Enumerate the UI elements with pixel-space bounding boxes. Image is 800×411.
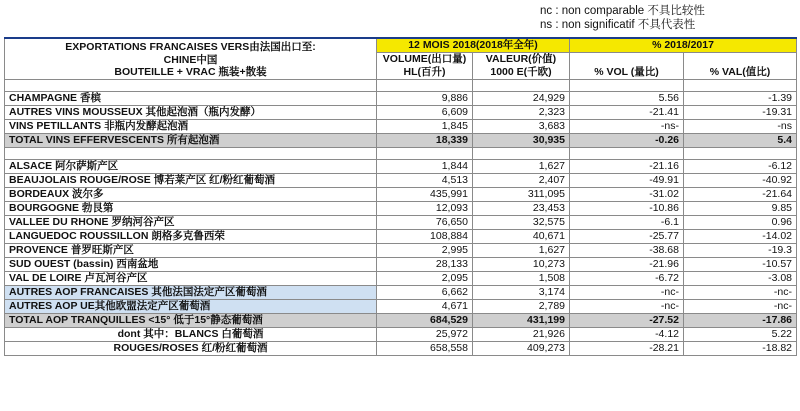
row-pct-vol: -21.16 [570,159,684,173]
row-pct-val: -14.02 [684,229,797,243]
row-volume: 12,093 [377,201,473,215]
row-pct-vol: -49.91 [570,173,684,187]
row-value: 311,095 [473,187,570,201]
total-pct-val: -17.86 [684,313,797,327]
row-pct-val: -ns [684,119,797,133]
row-pct-val: -3.08 [684,271,797,285]
row-volume: 435,991 [377,187,473,201]
total-pct-val: 5.4 [684,133,797,147]
row-value: 1,508 [473,271,570,285]
row-name: CHAMPAGNE 香槟 [5,91,377,105]
row-pct-vol: -nc- [570,285,684,299]
row-value: 1,627 [473,159,570,173]
spacer-row [5,147,797,159]
row-value: 409,273 [473,341,570,355]
table-row [5,243,797,257]
table-row [5,215,797,229]
table-row [5,187,797,201]
table-row [5,285,797,299]
title-line-3: BOUTEILLE + VRAC 瓶装+散装 [114,66,267,78]
row-pct-val: -nc- [684,299,797,313]
row-volume: 2,995 [377,243,473,257]
volume-header [377,52,473,79]
row-pct-vol: -6.1 [570,215,684,229]
row-pct-vol: -nc- [570,299,684,313]
title-line-2: CHINE中国 [163,53,218,66]
row-pct-vol: -25.77 [570,229,684,243]
row-pct-vol: -6.72 [570,271,684,285]
header-row-1 [5,38,797,52]
row-name: AUTRES AOP UE其他欧盟法定产区葡萄酒 [5,299,377,313]
row-pct-vol: -21.41 [570,105,684,119]
table-row [5,119,797,133]
row-name: ALSACE 阿尔萨斯产区 [5,159,377,173]
row-volume: 1,844 [377,159,473,173]
row-pct-val: -1.39 [684,91,797,105]
row-pct-vol: -10.86 [570,201,684,215]
volume-header-label: VOLUME(出口量) [382,53,467,65]
row-value: 2,789 [473,299,570,313]
row-name: VALLEE DU RHONE 罗纳河谷产区 [5,215,377,229]
change-header: % 2018/2017 [570,38,797,52]
row-value: 3,174 [473,285,570,299]
row-name: VINS PETILLANTS 非瓶内发酵起泡酒 [5,119,377,133]
export-table [4,37,797,356]
row-value: 3,683 [473,119,570,133]
row-name: AUTRES AOP FRANCAISES 其他法国法定产区葡萄酒 [5,285,377,299]
row-name: AUTRES VINS MOUSSEUX 其他起泡酒（瓶内发酵） [5,105,377,119]
row-pct-val: 5.22 [684,327,797,341]
row-volume: 76,650 [377,215,473,229]
row-volume: 6,662 [377,285,473,299]
total-volume: 684,529 [377,313,473,327]
row-name: BOURGOGNE 勃艮第 [5,201,377,215]
row-pct-val: -40.92 [684,173,797,187]
table-row [5,159,797,173]
total-volume: 18,339 [377,133,473,147]
table-row [5,257,797,271]
table-row [5,173,797,187]
row-pct-vol: -4.12 [570,327,684,341]
table-row [5,91,797,105]
row-value: 2,407 [473,173,570,187]
row-pct-val: -19.31 [684,105,797,119]
row-value: 32,575 [473,215,570,229]
row-pct-val: -6.12 [684,159,797,173]
row-name: ROUGES/ROSES 红/粉红葡萄酒 [5,341,377,355]
row-value: 1,627 [473,243,570,257]
total-name: TOTAL VINS EFFERVESCENTS 所有起泡酒 [5,133,377,147]
row-value: 23,453 [473,201,570,215]
row-pct-vol: -38.68 [570,243,684,257]
table-row [5,229,797,243]
table-row [5,299,797,313]
total-pct-vol: -27.52 [570,313,684,327]
row-pct-vol: -21.96 [570,257,684,271]
row-pct-vol: -31.02 [570,187,684,201]
row-pct-val: -10.57 [684,257,797,271]
table-title [5,38,377,79]
legend-nc: nc : non comparable 不具比较性 [540,5,705,17]
legend-ns: ns : non significatif 不具代表性 [540,19,696,31]
row-volume: 1,845 [377,119,473,133]
row-volume: 6,609 [377,105,473,119]
table-row [5,341,797,355]
row-name: dont 其中：BLANCS 白葡萄酒 [5,327,377,341]
legend [540,4,796,32]
row-pct-val: 9.85 [684,201,797,215]
row-pct-vol: -ns- [570,119,684,133]
table-row [5,201,797,215]
total-row [5,313,797,327]
row-value: 2,323 [473,105,570,119]
period-header: 12 MOIS 2018(2018年全年) [377,38,570,52]
row-pct-vol: 5.56 [570,91,684,105]
pct-val-header: % VAL(值比) [684,52,797,79]
total-name: TOTAL AOP TRANQUILLES <15° 低于15°静态葡萄酒 [5,313,377,327]
value-header-label: VALEUR(价值) [485,53,557,65]
pct-vol-header: % VOL (量比) [570,52,684,79]
row-pct-val: -19.3 [684,243,797,257]
row-pct-val: -nc- [684,285,797,299]
row-volume: 28,133 [377,257,473,271]
row-value: 24,929 [473,91,570,105]
row-volume: 4,513 [377,173,473,187]
table-row [5,327,797,341]
row-volume: 25,972 [377,327,473,341]
row-name: PROVENCE 普罗旺斯产区 [5,243,377,257]
total-row [5,133,797,147]
value-header-unit: 1000 E(千欧) [490,65,552,78]
row-value: 40,671 [473,229,570,243]
row-name: BEAUJOLAIS ROUGE/ROSE 博若莱产区 红/粉红葡萄酒 [5,173,377,187]
row-pct-val: -18.82 [684,341,797,355]
total-pct-vol: -0.26 [570,133,684,147]
row-name: VAL DE LOIRE 卢瓦河谷产区 [5,271,377,285]
table-row [5,105,797,119]
row-volume: 4,671 [377,299,473,313]
title-line-1: EXPORTATIONS FRANCAISES VERS由法国出口至: [65,41,316,53]
value-header [473,52,570,79]
row-name: LANGUEDOC ROUSSILLON 朗格多克鲁西荣 [5,229,377,243]
row-volume: 9,886 [377,91,473,105]
row-value: 10,273 [473,257,570,271]
row-pct-val: -21.64 [684,187,797,201]
total-value: 30,935 [473,133,570,147]
row-value: 21,926 [473,327,570,341]
row-volume: 108,884 [377,229,473,243]
row-pct-val: 0.96 [684,215,797,229]
volume-header-unit: HL(百升) [403,65,446,78]
spacer-row [5,79,797,91]
row-pct-vol: -28.21 [570,341,684,355]
row-name: BORDEAUX 波尔多 [5,187,377,201]
row-volume: 658,558 [377,341,473,355]
table-row [5,271,797,285]
total-value: 431,199 [473,313,570,327]
row-volume: 2,095 [377,271,473,285]
row-name: SUD OUEST (bassin) 西南盆地 [5,257,377,271]
